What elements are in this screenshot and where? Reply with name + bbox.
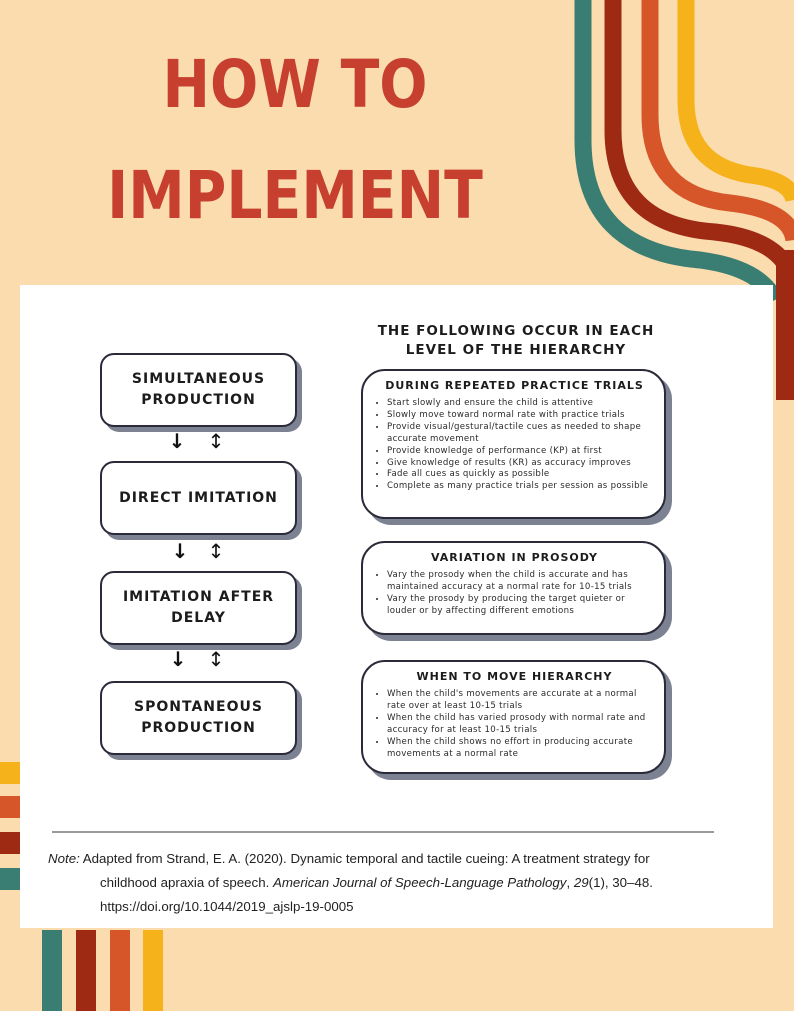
list-item: • Complete as many practice trials per session as possible [387, 481, 654, 493]
level-imitation-after-delay: IMITATION AFTER DELAY [100, 571, 297, 645]
note-text-1: Adapted from Strand, E. A. (2020). Dynamic temporal and tactile cueing: A treatment strategy for [79, 851, 650, 866]
section-variation-prosody [361, 541, 666, 635]
note-text-2: childhood apraxia of speech. [100, 875, 273, 890]
list-item: • Vary the prosody when the child is accurate and has maintained accuracy at a normal rate for 10-15 trials [387, 570, 654, 594]
arrow-down-icon: ↓ [168, 429, 186, 453]
content-panel [20, 285, 773, 928]
doi-link[interactable]: https://doi.org/10.1044/2019_ajslp-19-0005 [100, 899, 354, 914]
arrow-updown-icon: ↕ [207, 429, 225, 453]
note-line-2 [48, 871, 748, 895]
divider [52, 831, 714, 833]
section-title: VARIATION IN PROSODY [430, 551, 599, 564]
section-move-hierarchy [361, 660, 666, 774]
list-item: • Fade all cues as quickly as possible [387, 469, 654, 481]
note-label: Note: [48, 851, 80, 866]
page-title-line1: HOW TO [162, 46, 428, 123]
section-repeated-practice [361, 369, 666, 519]
page-title-line2: IMPLEMENT [107, 157, 483, 234]
hierarchy-heading: THE FOLLOWING OCCUR IN EACH LEVEL OF THE HIERARCHY [377, 323, 655, 358]
list-item: • When the child has varied prosody with normal rate and accuracy for at least 10-15 trials [387, 713, 654, 737]
list-item: • Give knowledge of results (KR) as accuracy improves [387, 458, 654, 470]
journal-volume: 29 [573, 875, 589, 890]
arrow-updown-icon: ↕ [207, 647, 225, 671]
section-title: WHEN TO MOVE HIERARCHY [416, 670, 613, 683]
level-direct-imitation: DIRECT IMITATION [100, 461, 297, 535]
note-comma: , [566, 875, 574, 890]
list-item: • When the child shows no effort in producing accurate movements at a normal rate [387, 737, 654, 761]
level-spontaneous-production: SPONTANEOUS PRODUCTION [100, 681, 297, 755]
section-title: DURING REPEATED PRACTICE TRIALS [385, 379, 644, 392]
list-item: • Start slowly and ensure the child is attentive [387, 398, 654, 410]
level-simultaneous-production: SIMULTANEOUS PRODUCTION [100, 353, 297, 427]
citation-note [48, 847, 748, 919]
list-item: • When the child's movements are accurate at a normal rate over at least 10-15 trials [387, 689, 654, 713]
arrow-updown-icon: ↕ [207, 539, 225, 563]
list-item: • Vary the prosody by producing the target quieter or louder or by affecting different emotions [387, 594, 654, 618]
arrow-down-icon: ↓ [169, 647, 187, 671]
arrow-down-icon: ↓ [171, 539, 189, 563]
journal-name: American Journal of Speech-Language Pathology [272, 875, 567, 890]
list-item: • Slowly move toward normal rate with practice trials [387, 410, 654, 422]
note-pages: (1), 30–48. [588, 875, 653, 890]
list-item: • Provide knowledge of performance (KP) at first [387, 446, 654, 458]
list-item: • Provide visual/gestural/tactile cues as needed to shape accurate movement [387, 422, 654, 446]
